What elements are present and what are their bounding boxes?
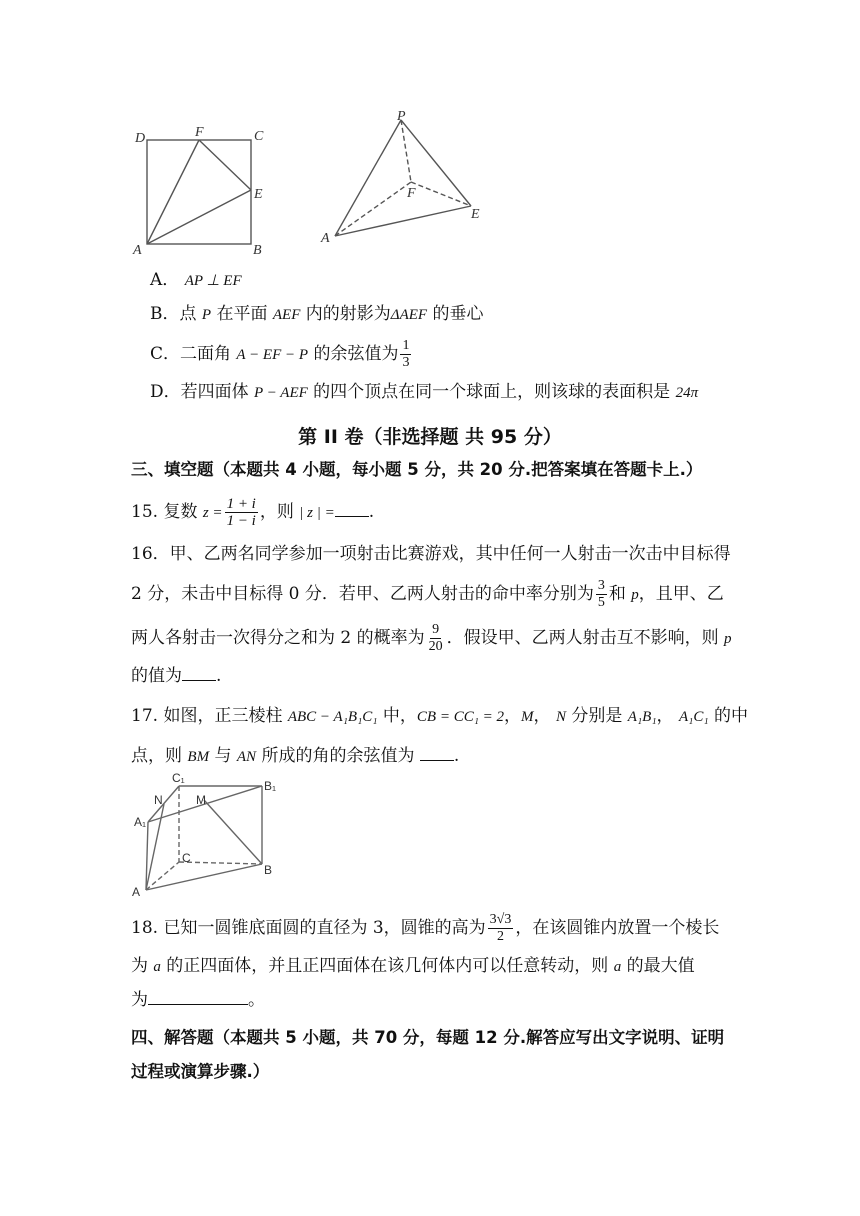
label-b1: B₁	[264, 779, 277, 793]
question-16-line3: 两人各射击一次得分之和为 2 的概率为 $\frac{9}{20}$ ．假设甲、乙两人射击互不影响，则 p	[131, 622, 732, 654]
question-17-line1: 17. 如图，正三棱柱 ABC − A₁B₁C₁ 中，CB = CC₁ = 2，M， N 分别是 A₁B₁， A₁C₁ 的中	[131, 706, 748, 726]
question-18-line3: 为 。	[131, 990, 265, 1010]
answer-blank-18[interactable]	[148, 990, 248, 1005]
question-16-line2: 2 分，未击中目标得 0 分．若甲、乙两人射击的命中率分别为 $\frac{3}{5}$ 和 p，且甲、乙	[131, 578, 724, 610]
fraction-9-20: $\frac{9}{20}$	[428, 622, 443, 654]
fraction-3-5: $\frac{3}{5}$	[597, 578, 605, 610]
part4-heading-line1: 四、解答题（本题共 5 小题，共 70 分，每题 12 分.解答应写出文字说明、证明	[131, 1028, 725, 1047]
label-d: D	[135, 131, 146, 146]
part3-heading: 三、填空题（本题共 4 小题，每小题 5 分，共 20 分.把答案填在答题卡上.）	[131, 460, 703, 479]
square-abcd	[147, 140, 251, 244]
label-e: E	[254, 187, 263, 202]
question-16-line4: 的值为 .	[131, 666, 222, 686]
option-d: D．若四面体 P − AEF 的四个顶点在同一个球面上，则该球的表面积是 24π	[150, 382, 699, 402]
label-a: A	[133, 243, 142, 258]
label-m: M	[196, 793, 206, 807]
label-c1: C₁	[172, 771, 185, 785]
fraction-q15: $\frac{1 + i}{1 - i}$	[226, 496, 256, 529]
fraction-one-third: $\frac{1}{3}$	[402, 338, 410, 370]
figure-prism	[128, 770, 288, 900]
label-p: P	[397, 109, 406, 124]
part4-heading-line2: 过程或演算步骤.）	[131, 1062, 270, 1081]
label-f: F	[195, 125, 204, 140]
question-15: 15. 复数 z = $\frac{1 + i}{1 - i}$ ，则 | z | = .	[131, 496, 375, 529]
label-e2: E	[471, 207, 480, 222]
label-n: N	[154, 793, 163, 807]
label-a2: A	[321, 231, 330, 246]
question-18-line2: 为 a 的正四面体，并且正四面体在该几何体内可以任意转动，则 a 的最大值	[131, 956, 695, 976]
option-b: B．点 P 在平面 AEF 内的射影为ΔAEF 的垂心	[150, 304, 484, 324]
question-18-line1: 18. 已知一圆锥底面圆的直径为 3，圆锥的高为 $\frac{3√3}{2}$ ，在该圆锥内放置一个棱长	[131, 912, 720, 944]
label-a1: A₁	[134, 815, 147, 829]
section-title: 第 II 卷（非选择题 共 95 分）	[298, 426, 562, 448]
question-17-line2: 点，则 BM 与 AN 所成的角的余弦值为 .	[131, 746, 460, 766]
answer-blank-15[interactable]	[335, 502, 369, 517]
option-c: C．二面角 A − EF − P 的余弦值为 $\frac{1}{3}$	[150, 338, 410, 370]
label-b: B	[253, 243, 262, 258]
label-c: C	[182, 851, 191, 865]
answer-blank-17[interactable]	[420, 746, 454, 761]
question-16-line1: 16．甲、乙两名同学参加一项射击比赛游戏，其中任何一人射击一次击中目标得	[131, 544, 731, 564]
label-f2: F	[407, 186, 416, 201]
label-a: A	[132, 885, 141, 899]
answer-blank-16[interactable]	[182, 666, 216, 681]
label-b: B	[264, 863, 273, 877]
label-c: C	[254, 129, 264, 144]
fraction-3sqrt3-2: $\frac{3√3}{2}$	[489, 912, 512, 944]
option-a: A． AP ⊥ EF	[150, 270, 242, 290]
figure-square-fold	[125, 108, 505, 258]
